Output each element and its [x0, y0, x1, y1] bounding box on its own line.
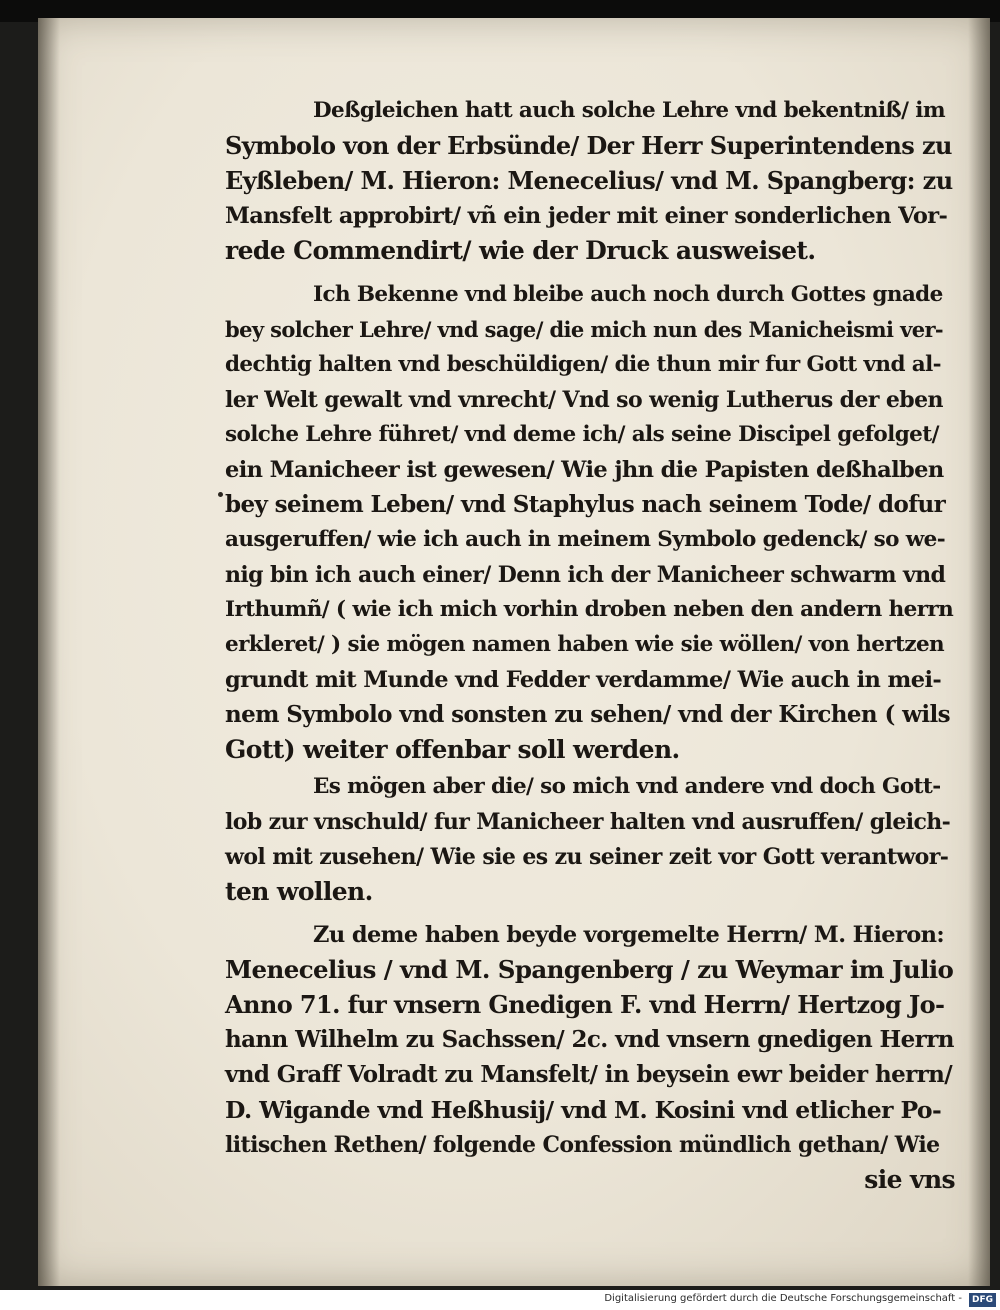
text-line: lob zur vnschuld/ fur Manicheer halten vnd ausruffen/ gleich-	[225, 809, 951, 835]
text-line: Symbolo von der Erbsünde/ Der Herr Superintendens zu	[225, 131, 952, 160]
text-line: litischen Rethen/ folgende Confession mündlich gethan/ Wie	[225, 1132, 940, 1158]
text-line: Mansfelt approbirt/ vñ ein jeder mit einer sonderlichen Vor-	[225, 203, 948, 229]
text-line: Deßgleichen hatt auch solche Lehre vnd bekentniß/ im	[313, 98, 946, 123]
text-line: ein Manicheer ist gewesen/ Wie jhn die Papisten deßhalben	[225, 457, 944, 483]
text-line: Menecelius / vnd M. Spangenberg / zu Weymar im Julio	[225, 955, 954, 984]
text-line: ten wollen.	[225, 877, 373, 906]
text-line: Zu deme haben beyde vorgemelte Herrn/ M. Hieron:	[313, 922, 945, 948]
page-shadow-right	[968, 18, 990, 1286]
catchword: sie vns	[864, 1165, 955, 1194]
digitization-footer	[0, 1290, 1000, 1310]
dfg-logo: DFG	[969, 1293, 996, 1307]
text-line: Es mögen aber die/ so mich vnd andere vnd doch Gott-	[313, 774, 941, 799]
text-line: erkleret/ ) sie mögen namen haben wie sie wöllen/ von hertzen	[225, 632, 945, 657]
page-shadow-left	[38, 18, 60, 1286]
text-line: dechtig halten vnd beschüldigen/ die thun mir fur Gott vnd al-	[225, 352, 941, 377]
text-line: grundt mit Munde vnd Fedder verdamme/ Wie auch in mei-	[225, 667, 942, 693]
text-line: rede Commendirt/ wie der Druck ausweiset.	[225, 236, 816, 265]
text-line: Ich Bekenne vnd bleibe auch noch durch Gottes gnade	[313, 282, 943, 307]
text-line: hann Wilhelm zu Sachssen/ 2c. vnd vnsern gnedigen Herrn	[225, 1026, 954, 1053]
text-line: nem Symbolo vnd sonsten zu sehen/ vnd der Kirchen ( wils	[225, 701, 950, 728]
text-line: Irthumñ/ ( wie ich mich vorhin droben neben den andern herrn	[225, 597, 954, 622]
text-line: ausgeruffen/ wie ich auch in meinem Symbolo gedenck/ so we-	[225, 527, 946, 552]
text-line: solche Lehre führet/ vnd deme ich/ als seine Discipel gefolget/	[225, 422, 939, 447]
text-line: Gott) weiter offenbar soll werden.	[225, 735, 680, 764]
text-line: nig bin ich auch einer/ Denn ich der Manicheer schwarm vnd	[225, 562, 946, 588]
ink-speck	[218, 492, 223, 497]
text-line: vnd Graff Volradt zu Mansfelt/ in beysein ewr beider herrn/	[225, 1061, 953, 1088]
text-line: wol mit zusehen/ Wie sie es zu seiner zeit vor Gott verantwor-	[225, 844, 949, 870]
text-line: bey solcher Lehre/ vnd sage/ die mich nun des Manicheismi ver-	[225, 317, 944, 342]
text-line: ler Welt gewalt vnd vnrecht/ Vnd so wenig Lutherus der eben	[225, 387, 943, 413]
text-line: Anno 71. fur vnsern Gnedigen F. vnd Herrn/ Hertzog Jo-	[225, 990, 945, 1019]
text-line: D. Wigande vnd Heßhusij/ vnd M. Kosini vnd etlicher Po-	[225, 1096, 942, 1124]
text-line: bey seinem Leben/ vnd Staphylus nach seinem Tode/ dofur	[225, 491, 946, 518]
text-line: Eyßleben/ M. Hieron: Menecelius/ vnd M. Spangberg: zu	[225, 166, 953, 195]
funding-notice: Digitalisierung gefördert durch die Deutsche Forschungsgemeinschaft -	[604, 1293, 962, 1304]
